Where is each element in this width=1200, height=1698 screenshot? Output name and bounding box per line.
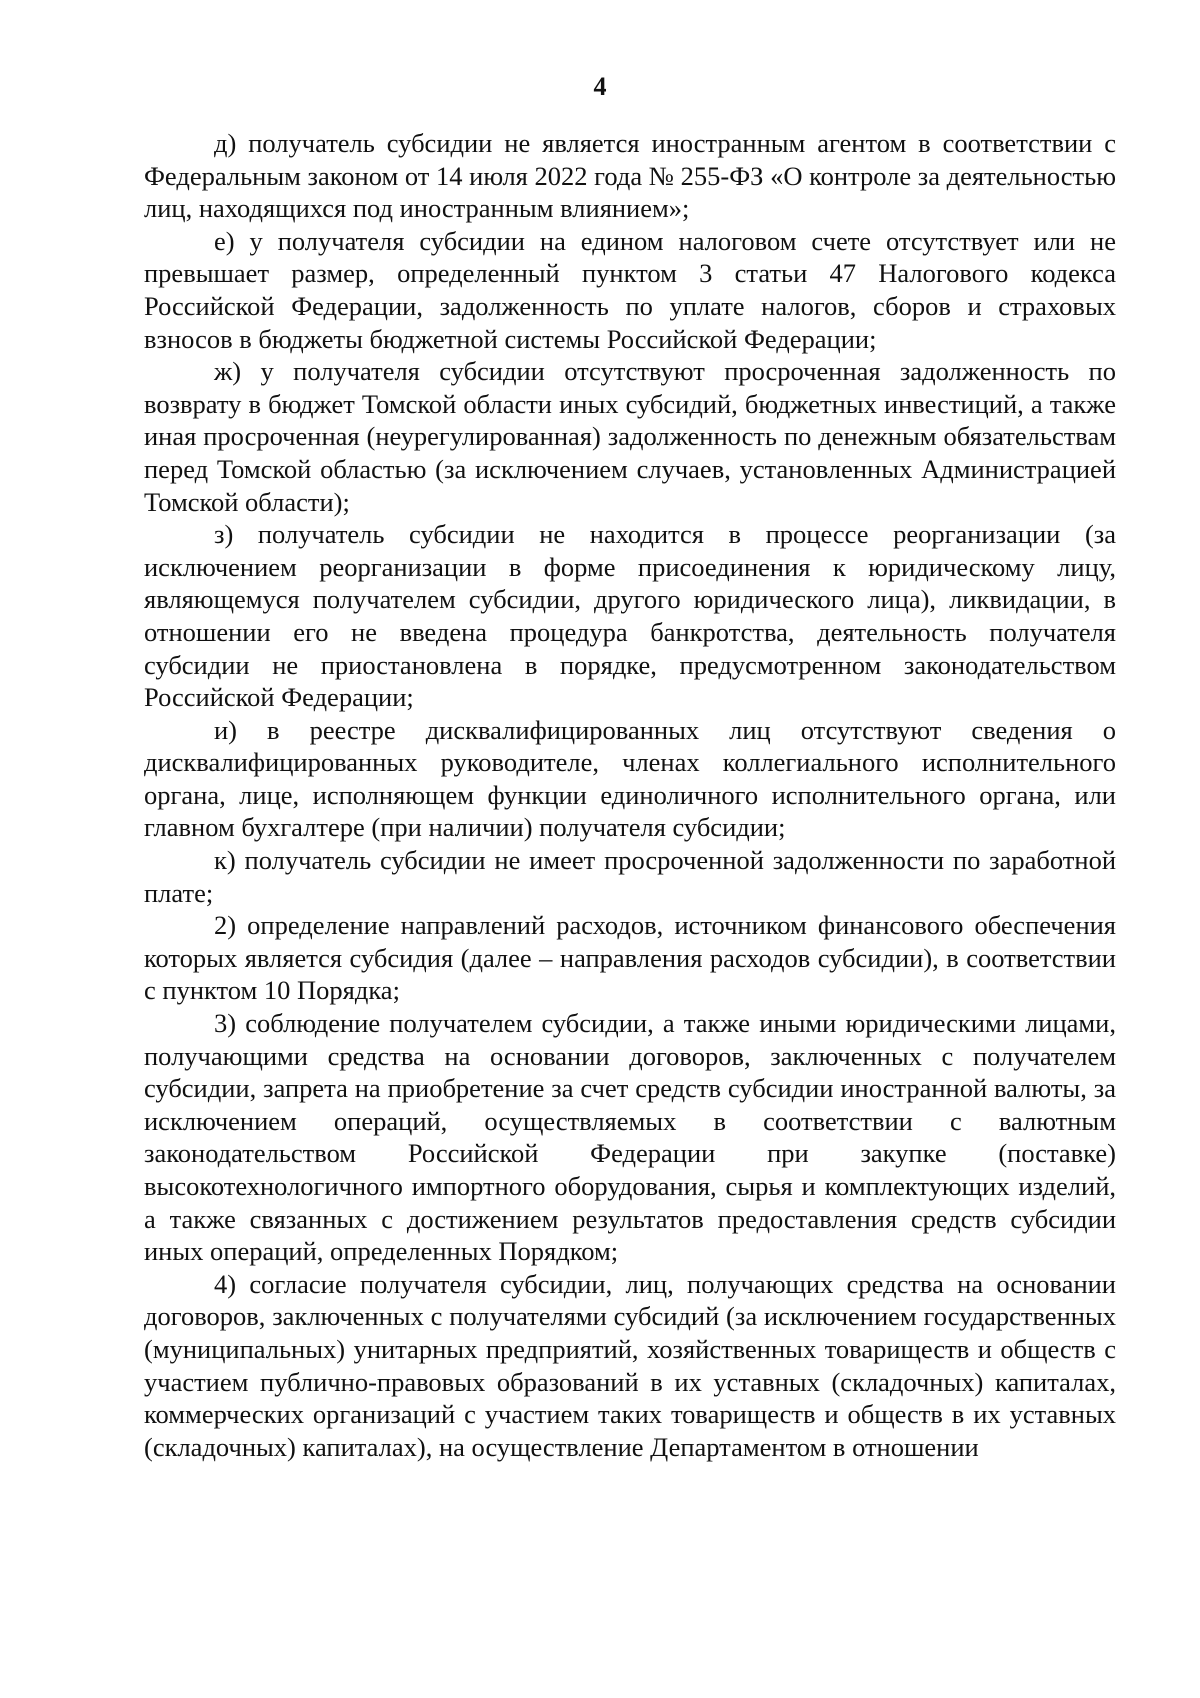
paragraph-zh-overdue-debt: ж) у получателя субсидии отсутствуют просроченная задолженность по возврату в бюджет Томской области иных субсидий, бюджетных инвестиций, а также иная просроченная (неурегулированная) задолженность по денежным обязательствам перед Томской областью (за исключением случаев, установленных Администрацией Томской области); xyxy=(144,356,1116,517)
paragraph-2-expense-directions: 2) определение направлений расходов, источником финансового обеспечения которых является субсидия (далее – направления расходов субсидии), в соответствии с пунктом 10 Порядка; xyxy=(144,910,1116,1006)
paragraph-3-currency-ban: 3) соблюдение получателем субсидии, а также иными юридическими лицами, получающими средства на основании договоров, заключенных с получателем субсидии, запрета на приобретение за счет средств субсидии иностранной валюты, за исключением операций, осуществляемых в соответствии с валютным законодательством Российской Федерации при закупке (поставке) высокотехнологичного импортного оборудования, сырья и комплектующих изделий, а также связанных с достижением результатов предоставления средств субсидии иных операций, определенных Порядком; xyxy=(144,1008,1116,1267)
page-number: 4 xyxy=(593,72,607,101)
paragraph-k-salary-debt: к) получатель субсидии не имеет просроченной задолженности по заработной плате; xyxy=(144,845,1116,908)
paragraph-e-tax-debt: е) у получателя субсидии на едином налоговом счете отсутствует или не превышает размер, определенный пунктом 3 статьи 47 Налогового кодекса Российской Федерации, задолженность по уплате налогов, сборов и страховых взносов в бюджеты бюджетной системы Российской Федерации; xyxy=(144,225,1116,354)
paragraph-z-reorganization: з) получатель субсидии не находится в процессе реорганизации (за исключением реорганизации в форме присоединения к юридическому лицу, являющемуся получателем субсидии, другого юридического лица), ликвидации, в отношении его не введена процедура банкротства, деятельность получателя субсидии не приостановлена в порядке, предусмотренном законодательством Российской Федерации; xyxy=(144,519,1116,713)
paragraph-4-consent: 4) согласие получателя субсидии, лиц, получающих средства на основании договоров, заключенных с получателями субсидий (за исключением государственных (муниципальных) унитарных предприятий, хозяйственных товариществ и обществ с участием публично-правовых образований в их уставных (складочных) капиталах, коммерческих организаций с участием таких товариществ и обществ в их уставных (складочных) капиталах), на осуществление Департаментом в отношении xyxy=(144,1268,1116,1462)
paragraph-i-disqualified-persons: и) в реестре дисквалифицированных лиц отсутствуют сведения о дисквалифицированных руководителе, членах коллегиального исполнительного органа, лице, исполняющем функции единоличного исполнительного органа, или главном бухгалтере (при наличии) получателя субсидии; xyxy=(144,714,1116,843)
document-body xyxy=(144,127,1116,1463)
paragraph-d-foreign-agent: д) получатель субсидии не является иностранным агентом в соответствии с Федеральным законом от 14 июля 2022 года № 255-ФЗ «О контроле за деятельностью лиц, находящихся под иностранным влиянием»; xyxy=(144,128,1116,224)
